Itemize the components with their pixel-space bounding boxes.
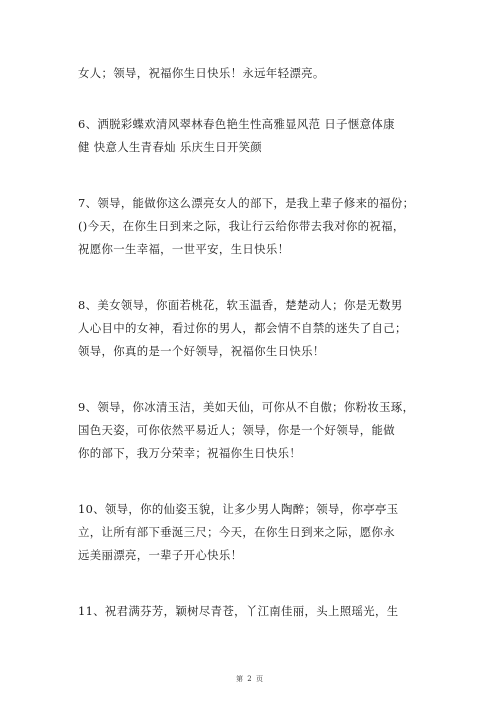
text-line: 9、领导，你冰清玉洁，美如天仙，可你从不自傲；你粉妆玉琢， [78,400,415,414]
text-line: 10、领导，你的仙姿玉貌，让多少男人陶醉；领导，你亭亭玉 [78,502,399,516]
text-line: 11、祝君满芬芳，颖树尽青苍，丫江南佳丽，头上照瑶光，生 [78,604,399,618]
text-line: 国色天姿，可你依然平易近人；领导，你是一个好领导，能做 [78,423,395,437]
text-line: 领导，你真的是一个好领导，祝福你生日快乐！ [78,344,325,358]
text-line: 7、领导，能做你这么漂亮女人的部下，是我上辈子修来的福份； [78,196,415,210]
text-line: 女人；领导，祝福你生日快乐！永远年轻漂亮。 [78,66,325,80]
text-line: 远美丽漂亮，一辈子开心快乐！ [78,548,243,562]
page-number: 第 2 页 [236,675,264,683]
text-line: 6、洒脱彩蝶欢清风翠林春色艳生性高雅显风范 日子惬意体康 [78,117,395,131]
text-line: 8、美女领导，你面若桃花，软玉温香，楚楚动人；你是无数男 [78,298,403,312]
document-body [78,62,428,623]
text-line: ()今天，在你生日到来之际，我让行云给你带去我对你的祝福， [78,219,405,233]
text-line: 人心目中的女神，看过你的男人，都会情不自禁的迷失了自己； [78,321,407,335]
text-line: 祝愿你一生幸福，一世平安，生日快乐！ [78,242,290,256]
paragraph-10 [78,498,428,567]
paragraph-1 [78,62,428,85]
paragraph-11 [78,600,428,623]
text-line: 立，让所有部下垂涎三尺；今天，在你生日到来之际，愿你永 [78,525,395,539]
paragraph-8 [78,294,428,363]
text-line: 健 快意人生青春灿 乐庆生日开笑颜 [78,140,263,154]
paragraph-9 [78,396,428,465]
text-line: 你的部下，我万分荣幸；祝福你生日快乐！ [78,446,302,460]
paragraph-6 [78,113,428,159]
paragraph-7 [78,192,428,261]
